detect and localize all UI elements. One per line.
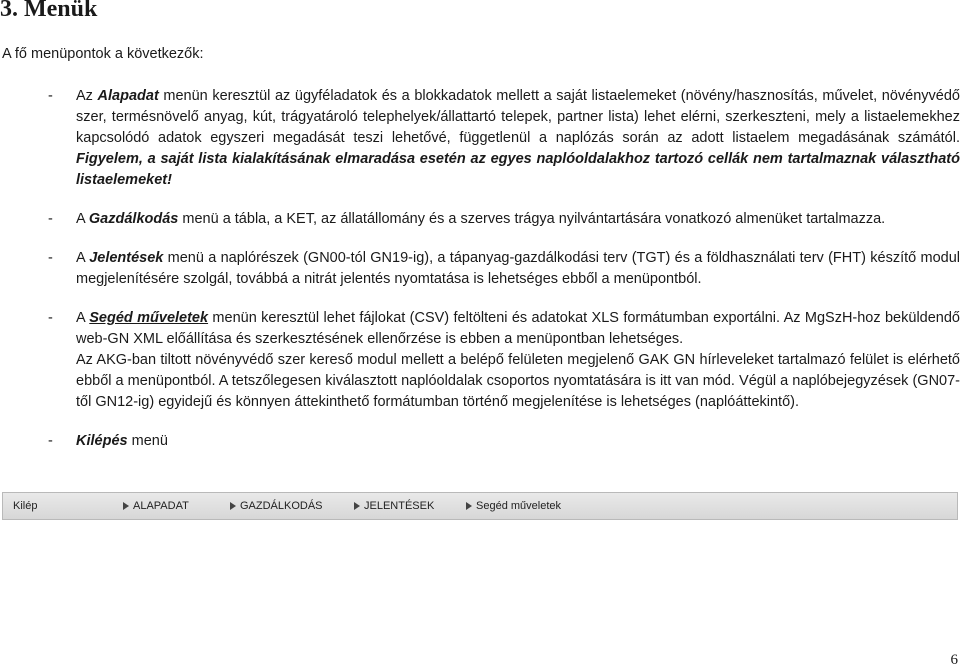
list-item-text — [76, 248, 960, 290]
bullet-dash: - — [48, 310, 53, 326]
keyword-kilepes: Kilépés — [76, 433, 128, 449]
menu-alapadat-label: ALAPADAT — [133, 500, 189, 512]
text-segment: menün keresztül az ügyféladatok és a blokkadatok mellett a saját listaelemeket (növény/hasznosítás, művelet, növényvédő szer, termésnövelő anyag, kút, trágyatároló telephelyek/állattartó telepek, partner lista) lehet elérni, szerkeszteni, mely a listaelemekhez kapcsolódó adatok egyszeri megadását teszi lehetővé, függetlenül a naplózás során az adott listaelem megadásának számától. — [76, 88, 960, 146]
bullet-dash: - — [48, 211, 53, 227]
triangle-right-icon — [466, 502, 472, 510]
text-segment: menü — [127, 433, 168, 449]
triangle-right-icon — [230, 502, 236, 510]
menu-jelentesek-label: JELENTÉSEK — [364, 500, 435, 512]
triangle-right-icon — [123, 502, 129, 510]
keyword-jelentesek: Jelentések — [89, 250, 164, 266]
text-segment: Az — [76, 88, 98, 104]
seged-paragraph-2: Az AKG-ban tiltott növényvédő szer kereső modul mellett a belépő felületen megjelenő GAK GN hírleveleket tartalmazó felület is elérhető ebből a menüpontból. A tetszőlegesen kiválasztott naplóoldalak csoportos nyomtatására is itt van mód. Végül a naplóbejegyzések (GN07-től GN12-ig) egyidejű és könnyen áttekinthető formátumban történő megjelenítése is lehetséges (naplóáttekintő). — [76, 352, 960, 410]
list-item-gazdalkodas — [0, 209, 960, 230]
list-item-text — [76, 431, 960, 452]
menu-seged[interactable] — [460, 493, 582, 519]
keyword-seged: Segéd műveletek — [89, 310, 209, 326]
bullet-dash: - — [48, 88, 53, 104]
list-item-seged — [0, 308, 960, 413]
menu-gazdalkodas-label: GAZDÁLKODÁS — [240, 500, 323, 512]
text-segment: menün keresztül lehet fájlokat (CSV) feltölteni és adatokat XLS formátumban exportálni. Az MgSzH-hoz beküldendő web-GN XML előállítása és szerkesztésének ellenőrzése is ebben a menüpontban lehetséges. — [76, 310, 960, 347]
keyword-alapadat: Alapadat — [97, 88, 159, 104]
menu-description-list — [0, 86, 960, 470]
triangle-right-icon — [354, 502, 360, 510]
text-segment: A — [76, 211, 89, 227]
warning-text: Figyelem, a saját lista kialakításának elmaradása esetén az egyes naplóoldalakhoz tartozó cellák nem tartalmaznak választható listaelemeket! — [76, 151, 960, 188]
menu-alapadat[interactable] — [117, 493, 224, 519]
menu-gazdalkodas[interactable] — [224, 493, 348, 519]
list-item-text — [76, 86, 960, 191]
list-item-text — [76, 308, 960, 413]
intro-text: A fő menüpontok a következők: — [2, 46, 204, 62]
text-segment: menü a tábla, a KET, az állatállomány és a szerves trágya nyilvántartására vonatkozó almenüket tartalmazza. — [178, 211, 886, 227]
list-item-text — [76, 209, 960, 230]
keyword-gazdalkodas: Gazdálkodás — [88, 211, 179, 227]
list-item-kilepes — [0, 431, 960, 452]
bullet-dash: - — [48, 433, 53, 449]
menu-bar — [2, 492, 958, 520]
list-item-alapadat — [0, 86, 960, 191]
section-heading: 3. Menük — [0, 0, 98, 22]
text-segment: A — [76, 310, 90, 326]
menu-seged-label: Segéd műveletek — [476, 500, 561, 512]
text-segment: menü a naplórészek (GN00-tól GN19-ig), a tápanyag-gazdálkodási terv (TGT) és a földhasználati terv (FHT) készítő modul megjelenítésére szolgál, továbbá a nitrát jelentés nyomtatása is lehetséges ebből a menüpontból. — [76, 250, 960, 287]
page-number: 6 — [950, 652, 958, 668]
menu-exit-label: Kilép — [13, 500, 38, 512]
menu-exit[interactable] — [3, 493, 117, 519]
menu-jelentesek[interactable] — [348, 493, 460, 519]
text-segment: A — [76, 250, 90, 266]
list-item-jelentesek — [0, 248, 960, 290]
bullet-dash: - — [48, 250, 53, 266]
